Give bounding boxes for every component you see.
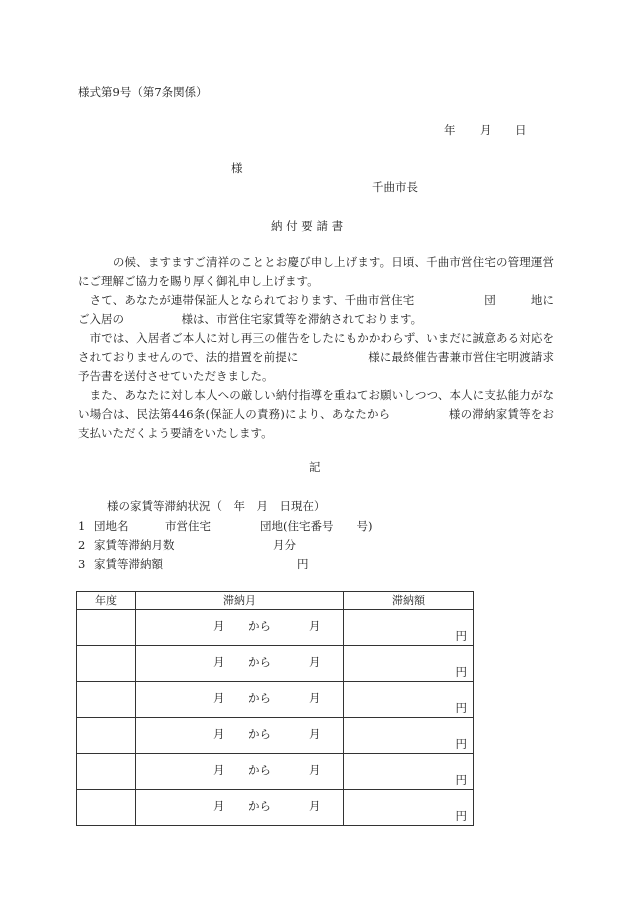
- table-header-row: [77, 592, 474, 610]
- item-value: 団地(住宅番号 号): [260, 519, 373, 533]
- amount-cell: [344, 718, 474, 754]
- table-row: [77, 718, 474, 754]
- year-cell: [77, 682, 136, 718]
- months-cell: [136, 646, 344, 682]
- body-paragraph-2: さて、あなたが連帯保証人となられております、千曲市営住宅 団 地にご入居の 様は、市営住宅家賃等を滞納されております。: [78, 293, 554, 326]
- amount-cell: [344, 754, 474, 790]
- body-paragraph-4: また、あなたに対し本人への厳しい納付指導を重ねてお願いしつつ、本人に支払能力がない場合は、民法第446条(保証人の責務)により、あなたから 様の滞納家賃等をお支払いただくよう要請をいたします。: [78, 388, 554, 440]
- header-fiscal-year: 年度: [77, 592, 136, 610]
- body-paragraph-3: 市では、入居者ご本人に対し再三の催告をしたにもかかわらず、いまだに誠意ある対応をされておりませんので、法的措置を前提に 様に最終催告書兼市営住宅明渡請求予告書を送付させていただきました。: [78, 331, 554, 383]
- arrears-table: [76, 591, 474, 826]
- sender-name: 千曲市長: [372, 180, 418, 194]
- date-day: 日: [515, 123, 527, 137]
- month-to: 月: [309, 619, 321, 633]
- addressee-honorific: 様: [231, 161, 243, 175]
- kara-label: から: [248, 691, 271, 705]
- months-cell: [136, 682, 344, 718]
- kara-label: から: [248, 727, 271, 741]
- month-from: 月: [213, 619, 225, 633]
- item-label: 家賃等滞納額: [94, 557, 163, 571]
- months-cell: [136, 610, 344, 646]
- header-arrears-months: 滞納月: [136, 592, 344, 610]
- month-to: 月: [309, 799, 321, 813]
- month-from: 月: [213, 691, 225, 705]
- document-title: 納 付 要 請 書: [271, 219, 344, 233]
- kara-label: から: [248, 763, 271, 777]
- yen-unit: 円: [455, 664, 467, 679]
- yen-unit: 円: [455, 772, 467, 787]
- body-paragraph-1: の候、ますますご清祥のこととお慶び申し上げます。日頃、千曲市営住宅の管理運営にご理解ご協力を賜り厚く御礼申し上げます。: [78, 255, 554, 288]
- month-from: 月: [213, 763, 225, 777]
- year-cell: [77, 718, 136, 754]
- year-cell: [77, 610, 136, 646]
- table-row: [77, 646, 474, 682]
- year-cell: [77, 790, 136, 826]
- item-number: 3: [78, 557, 86, 571]
- yen-unit: 円: [455, 700, 467, 715]
- table-row: [77, 682, 474, 718]
- month-from: 月: [213, 655, 225, 669]
- month-to: 月: [309, 655, 321, 669]
- kara-label: から: [248, 655, 271, 669]
- record-heading: 記: [309, 460, 321, 474]
- month-from: 月: [213, 727, 225, 741]
- item-number: 1: [78, 519, 86, 533]
- year-cell: [77, 646, 136, 682]
- months-cell: [136, 790, 344, 826]
- table-row: [77, 754, 474, 790]
- item-number: 2: [78, 538, 86, 552]
- item-unit: 円: [297, 557, 309, 571]
- item-value: 市営住宅: [165, 519, 211, 533]
- kara-label: から: [248, 799, 271, 813]
- yen-unit: 円: [455, 736, 467, 751]
- month-to: 月: [309, 691, 321, 705]
- table-row: [77, 610, 474, 646]
- month-to: 月: [309, 727, 321, 741]
- form-number: 様式第9号（第7条関係）: [78, 85, 208, 99]
- month-from: 月: [213, 799, 225, 813]
- yen-unit: 円: [455, 628, 467, 643]
- amount-cell: [344, 790, 474, 826]
- header-arrears-amount: 滞納額: [344, 592, 474, 610]
- month-to: 月: [309, 763, 321, 777]
- months-cell: [136, 718, 344, 754]
- amount-cell: [344, 610, 474, 646]
- item-label: 団地名: [94, 519, 129, 533]
- item-unit: 月分: [273, 538, 296, 552]
- table-row: [77, 790, 474, 826]
- year-cell: [77, 754, 136, 790]
- amount-cell: [344, 682, 474, 718]
- date-month: 月: [480, 123, 492, 137]
- status-line: 様の家賃等滞納状況（ 年 月 日現在）: [107, 499, 326, 513]
- amount-cell: [344, 646, 474, 682]
- yen-unit: 円: [455, 808, 467, 823]
- item-label: 家賃等滞納月数: [94, 538, 175, 552]
- months-cell: [136, 754, 344, 790]
- kara-label: から: [248, 619, 271, 633]
- date-year: 年: [444, 123, 456, 137]
